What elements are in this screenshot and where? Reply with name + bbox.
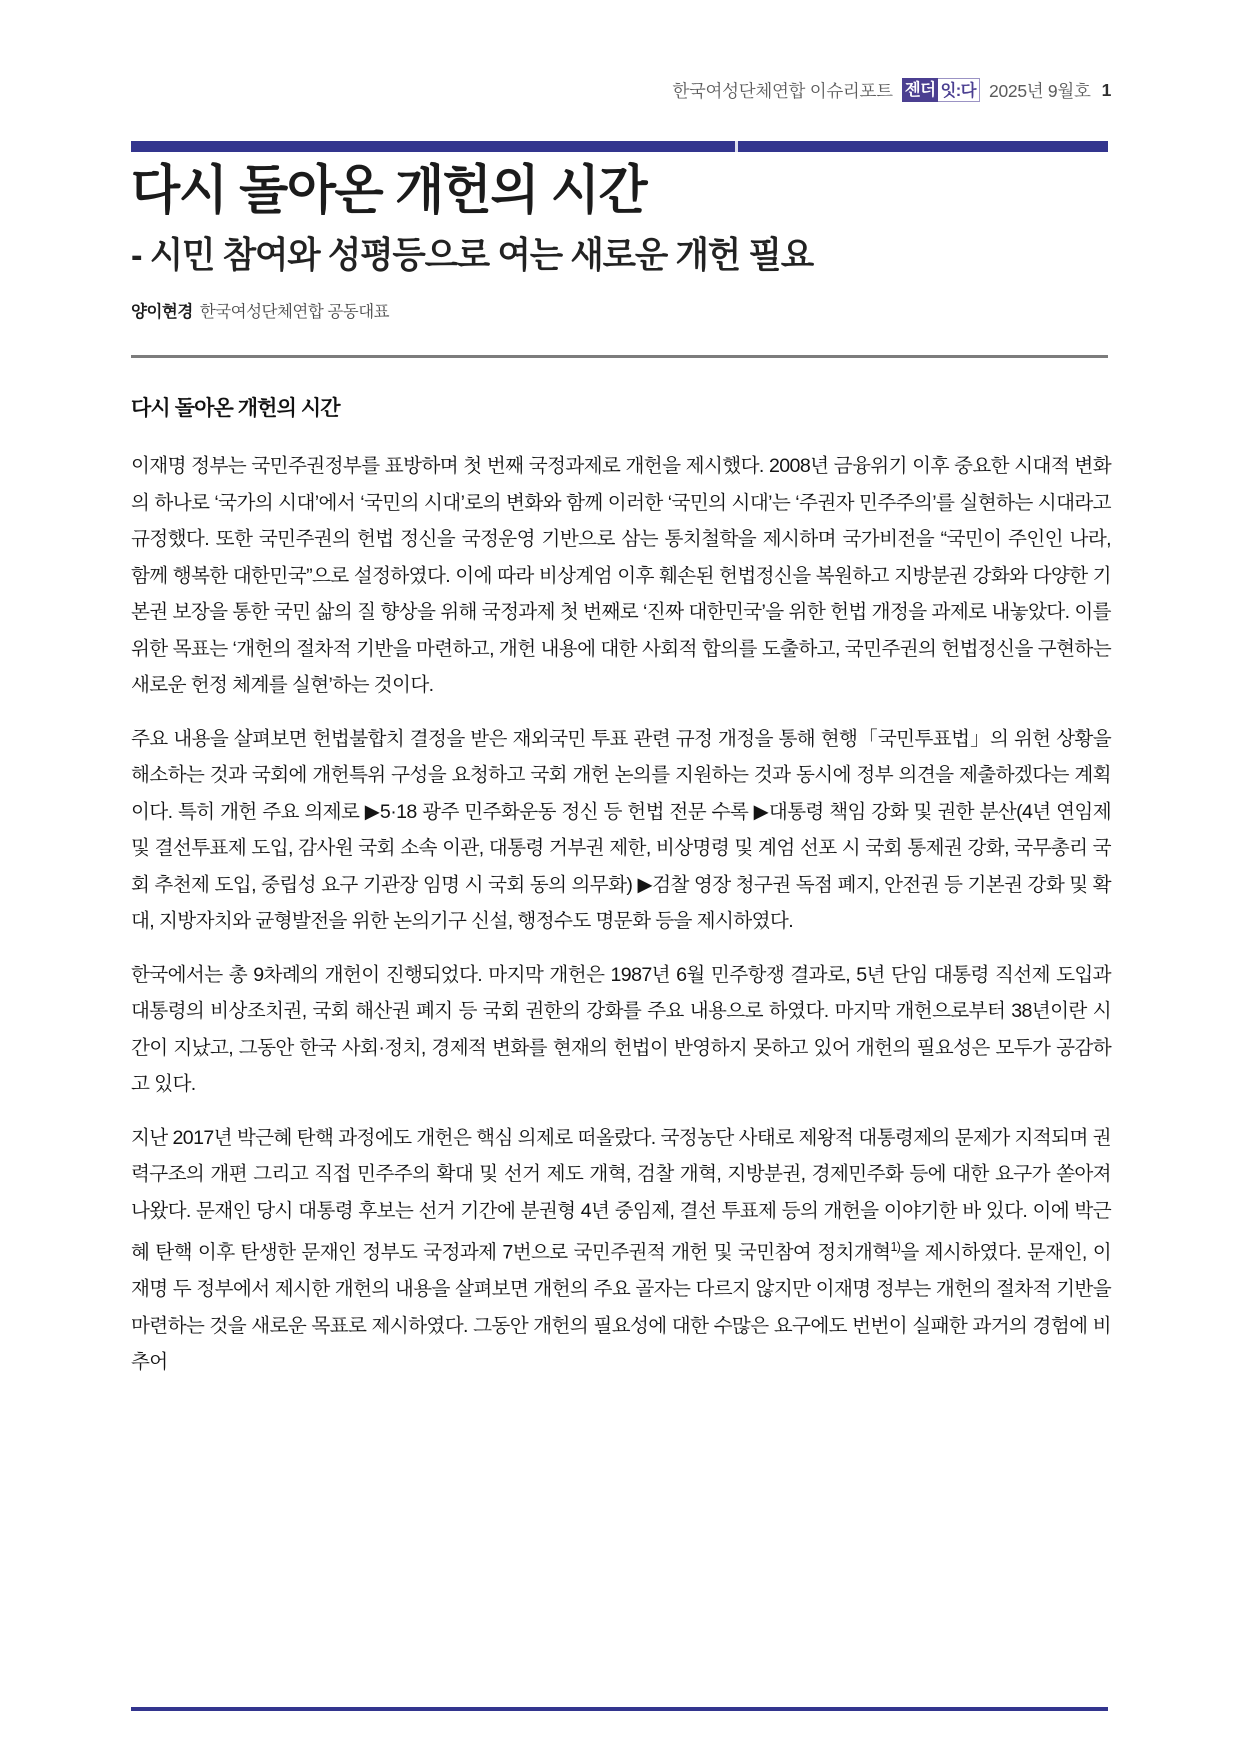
brand-logo-left: 젠더 — [902, 78, 939, 102]
author-affiliation: 한국여성단체연합 공동대표 — [199, 302, 390, 321]
brand-logo-right: 잇:다 — [938, 78, 980, 102]
paragraph: 한국에서는 총 9차례의 개헌이 진행되었다. 마지막 개헌은 1987년 6월 민주항쟁 결과로, 5년 단임 대통령 직선제 도입과 대통령의 비상조치권, 국회 해산권 폐지 등 국회 권한의 강화를 주요 내용으로 하였다. 마지막 개헌으로부터 38년이란 시간이 지났고, 그동안 한국 사회·정치, 경제적 변화를 현재의 헌법이 반영하지 못하고 있어 개헌의 필요성은 모두가 공감하고 있다. — [131, 963, 1111, 1095]
title-divider — [131, 355, 1108, 358]
page-number: 1 — [1101, 80, 1111, 100]
paragraph-with-footnote — [131, 1120, 1111, 1381]
header-blue-rule — [131, 141, 1108, 152]
paragraph-text-part2: 을 제시하였다. 문재인, 이재명 두 정부에서 제시한 개헌의 내용을 살펴보면 개헌의 주요 골자는 다르지 않지만 이재명 정부는 개헌의 절차적 기반을 마련하는 것을 새로운 목표로 제시하였다. 그동안 개헌의 필요성에 대한 수많은 요구에도 번번이 실패한 과거의 경험에 비추어 — [131, 1241, 1111, 1374]
page-title: 다시 돌아온 개헌의 시간 — [131, 161, 647, 220]
brand-logo — [902, 78, 980, 102]
footnote-marker: 1) — [890, 1240, 901, 1254]
page-subtitle: - 시민 참여와 성평등으로 여는 새로운 개헌 필요 — [131, 233, 813, 275]
paragraph-text-part1: 지난 2017년 박근혜 탄핵 과정에도 개헌은 핵심 의제로 떠올랐다. 국정농단 사태로 제왕적 대통령제의 문제가 지적되며 권력구조의 개편 그리고 직접 민주주의 확대 및 선거 제도 개혁, 검찰 개혁, 지방분권, 경제민주화 등에 대한 요구가 쏟아져 나왔다. 문재인 당시 대통령 후보는 선거 기간에 분권형 4년 중임제, 결선 투표제 등의 개헌을 이야기한 바 있다. 이에 박근혜 탄핵 이후 탄생한 문재인 정부도 국정과제 7번으로 국민주권적 개헌 및 국민참여 정치개혁 — [131, 1126, 1111, 1264]
section-heading: 다시 돌아온 개헌의 시간 — [131, 397, 340, 420]
footer-blue-rule — [131, 1707, 1108, 1711]
article-body — [131, 392, 1111, 1381]
paragraph: 주요 내용을 살펴보면 헌법불합치 결정을 받은 재외국민 투표 관련 규정 개정을 통해 현행「국민투표법」의 위헌 상황을 해소하는 것과 국회에 개헌특위 구성을 요청하고 국회 개헌 논의를 지원하는 것과 동시에 정부 의견을 제출하겠다는 계획이다. 특히 개헌 주요 의제로 ▶5·18 광주 민주화운동 정신 등 헌법 전문 수록 ▶대통령 책임 강화 및 권한 분산(4년 연임제 및 결선투표제 도입, 감사원 국회 소속 이관, 대통령 거부권 제한, 비상명령 및 계엄 선포 시 국회 통제권 강화, 국무총리 국회 추천제 도입, 중립성 요구 기관장 임명 시 국회 동의 의무화) ▶검찰 영장 청구권 독점 폐지, 안전권 등 기본권 강화 및 확대, 지방자치와 균형발전을 위한 논의기구 신설, 행정수도 명문화 등을 제시하였다. — [131, 727, 1111, 932]
title-block — [131, 160, 1111, 322]
byline — [131, 298, 1111, 322]
author-name: 양이현경 — [131, 302, 193, 321]
running-header — [672, 78, 1111, 103]
rule-gap — [735, 141, 738, 152]
issue-label: 2025년 9월호 — [989, 81, 1091, 101]
publication-name: 한국여성단체연합 이슈리포트 — [672, 81, 893, 101]
paragraph: 이재명 정부는 국민주권정부를 표방하며 첫 번째 국정과제로 개헌을 제시했다. 2008년 금융위기 이후 중요한 시대적 변화의 하나로 ‘국가의 시대’에서 ‘국민의 시대’로의 변화와 함께 이러한 ‘국민의 시대’는 ‘주권자 민주주의’를 실현하는 시대라고 규정했다. 또한 국민주권의 헌법 정신을 국정운영 기반으로 삼는 통치철학을 제시하며 국가비전을 “국민이 주인인 나라, 함께 행복한 대한민국”으로 설정하였다. 이에 따라 비상계엄 이후 훼손된 헌법정신을 복원하고 지방분권 강화와 다양한 기본권 보장을 통한 국민 삶의 질 향상을 위해 국정과제 첫 번째로 ‘진짜 대한민국’을 위한 헌법 개정을 과제로 내놓았다. 이를 위한 목표는 ‘개헌의 절차적 기반을 마련하고, 개헌 내용에 대한 사회적 합의를 도출하고, 국민주권의 헌법정신을 구현하는 새로운 헌정 체계를 실현’하는 것이다. — [131, 455, 1111, 696]
